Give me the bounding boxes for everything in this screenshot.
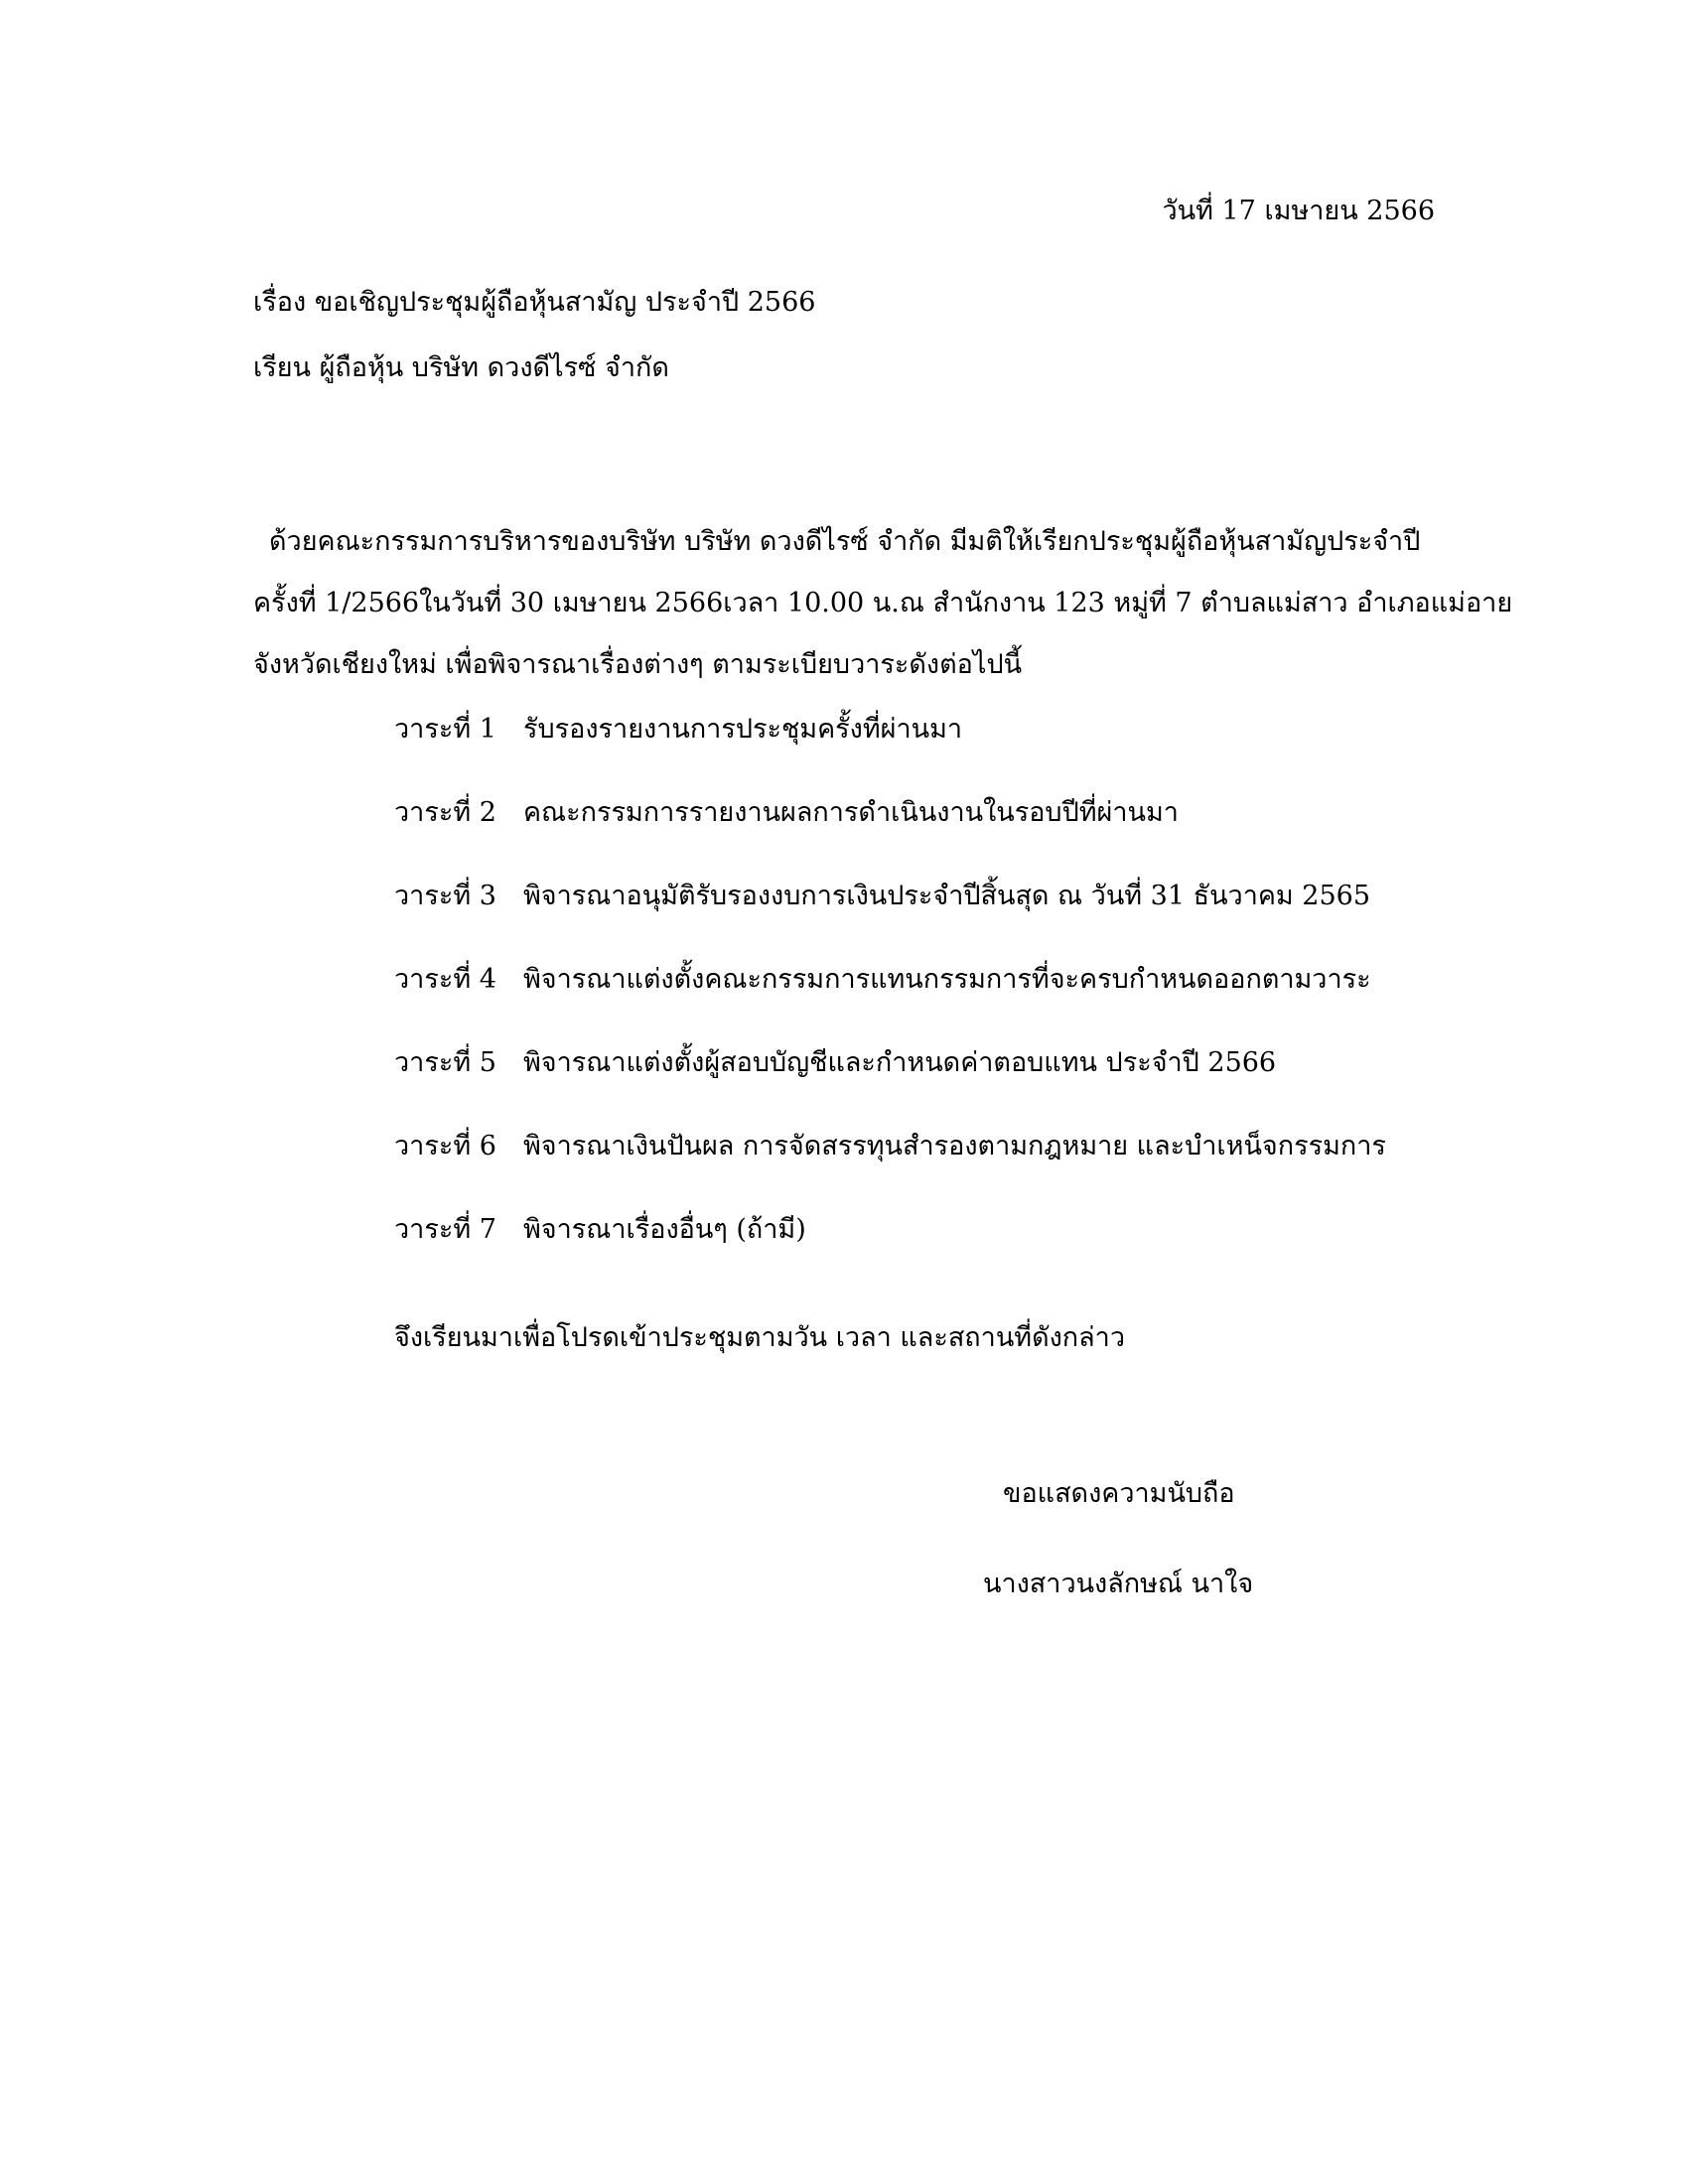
signer-name: นางสาวนงลักษณ์ นาใจ	[983, 1569, 1254, 1599]
agenda-text: พิจารณาเงินปันผล การจัดสรรทุนสำรองตามกฎหมาย และบำเหน็จกรรมการ	[523, 1131, 1386, 1161]
agenda-item-4	[394, 957, 1371, 1000]
agenda-item-5	[394, 1040, 1276, 1083]
letter-addressee: เรียน ผู้ถือหุ้น บริษัท ดวงดีไรซ์ จำกัด	[253, 352, 669, 383]
agenda-number: วาระที่ 2	[394, 797, 496, 828]
agenda-text: พิจารณาแต่งตั้งคณะกรรมการแทนกรรมการที่จะครบกำหนดออกตามวาระ	[523, 964, 1371, 995]
agenda-number: วาระที่ 6	[394, 1131, 496, 1161]
agenda-number: วาระที่ 5	[394, 1047, 496, 1078]
agenda-text: คณะกรรมการรายงานผลการดำเนินงานในรอบปีที่ผ่านมา	[523, 797, 1179, 828]
intro-line-2: ครั้งที่ 1/2566ในวันที่ 30 เมษายน 2566เวลา 10.00 น.ณ สำนักงาน 123 หมู่ที่ 7 ตำบลแม่สาว อำเภอแม่อาย	[253, 588, 1513, 618]
agenda-item-2	[394, 790, 1179, 833]
agenda-number: วาระที่ 4	[394, 964, 496, 995]
intro-paragraph	[253, 511, 1513, 696]
agenda-item-6	[394, 1124, 1386, 1166]
letter-date: วันที่ 17 เมษายน 2566	[1162, 196, 1435, 226]
intro-line-1: ด้วยคณะกรรมการบริหารของบริษัท บริษัท ดวงดีไรซ์ จำกัด มีมติให้เรียกประชุมผู้ถือหุ้นสามัญประจำปี	[269, 526, 1421, 557]
agenda-number: วาระที่ 3	[394, 881, 496, 911]
letter-subject: เรื่อง ขอเชิญประชุมผู้ถือหุ้นสามัญ ประจำปี 2566	[253, 287, 816, 318]
agenda-number: วาระที่ 1	[394, 714, 496, 745]
agenda-item-1	[394, 707, 962, 750]
agenda-item-3	[394, 874, 1370, 916]
agenda-text: พิจารณาอนุมัติรับรองงบการเงินประจำปีสิ้นสุด ณ วันที่ 31 ธันวาคม 2565	[523, 881, 1371, 911]
agenda-text: รับรองรายงานการประชุมครั้งที่ผ่านมา	[523, 714, 963, 745]
agenda-number: วาระที่ 7	[394, 1214, 496, 1245]
agenda-text: พิจารณาเรื่องอื่นๆ (ถ้ามี)	[523, 1214, 806, 1245]
regards-line: ขอแสดงความนับถือ	[1003, 1478, 1235, 1509]
agenda-text: พิจารณาแต่งตั้งผู้สอบบัญชีและกำหนดค่าตอบแทน ประจำปี 2566	[523, 1047, 1277, 1078]
closing-statement: จึงเรียนมาเพื่อโปรดเข้าประชุมตามวัน เวลา และสถานที่ดังกล่าว	[394, 1322, 1126, 1353]
intro-line-3: จังหวัดเชียงใหม่ เพื่อพิจารณาเรื่องต่างๆ ตามระเบียบวาระดังต่อไปนี้	[253, 649, 1023, 680]
agenda-item-7	[394, 1207, 806, 1250]
